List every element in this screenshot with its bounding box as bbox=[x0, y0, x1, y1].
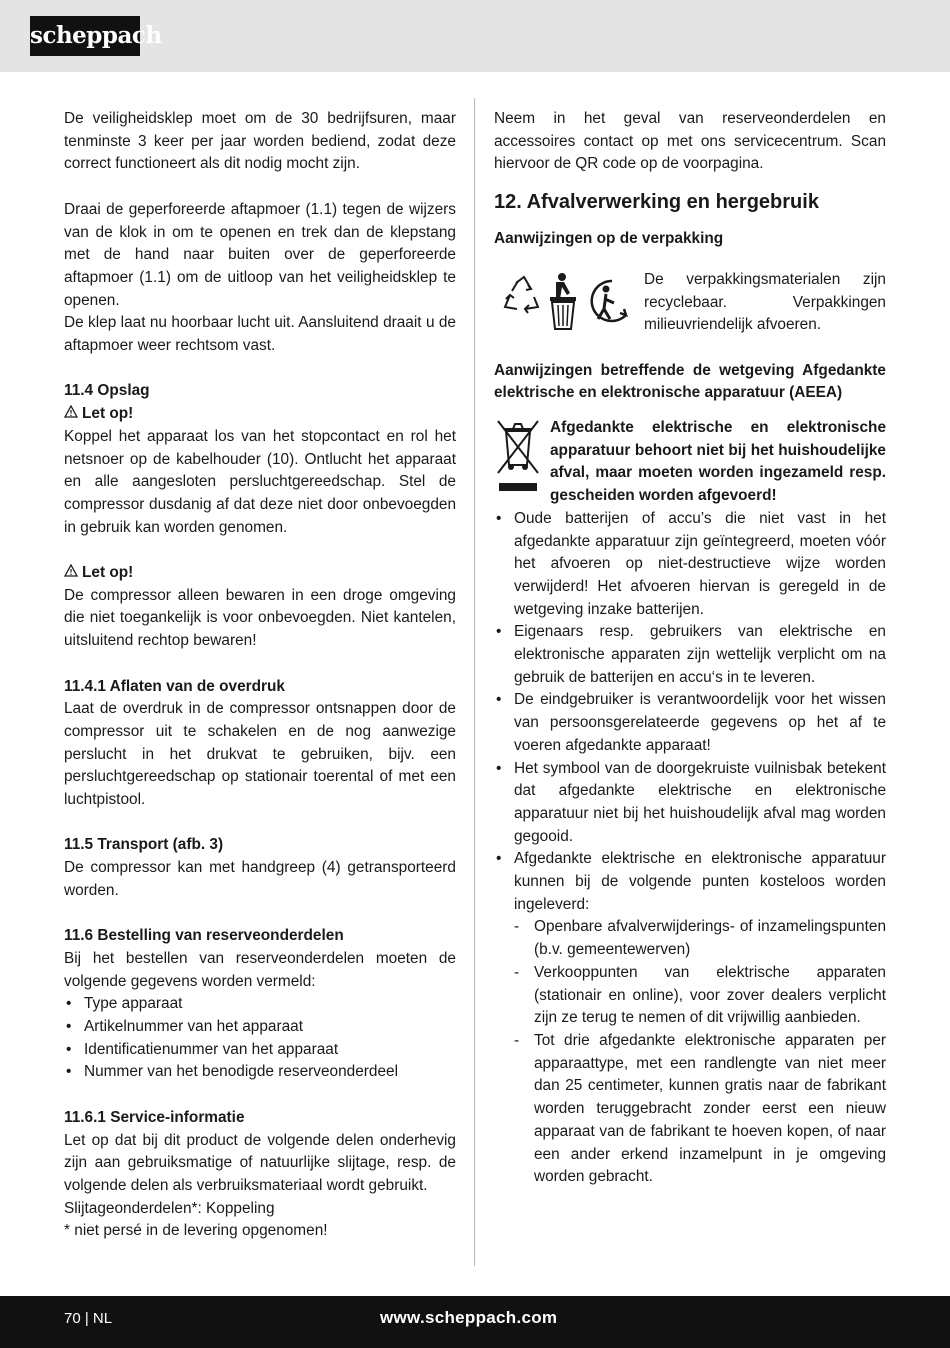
column-divider bbox=[474, 98, 475, 1266]
section-heading: Aanwijzingen op de verpakking bbox=[494, 230, 724, 248]
section-heading: 11.4.1 Aflaten van de overdruk bbox=[64, 677, 285, 695]
list-item: - Tot drie afgedankte elektronische apparaten per apparaattype, met een randlengte van niet meer dan 25 centimeter, kunnen gratis naar de fabrikant worden teruggebracht zonder eerst een nieuw apparaat van de fabrikant te hoeven kopen, of naar een ander erkend inzamelpunt in je omgeving worden gebracht. bbox=[514, 1030, 886, 1189]
list-item: • Identificatienummer van het apparaat bbox=[64, 1039, 456, 1062]
website-link[interactable]: www.scheppach.com bbox=[380, 1308, 558, 1327]
crossed-out-bin-icon bbox=[494, 417, 550, 507]
paragraph: De verpakkingsmaterialen zijn recyclebaar. Verpakkingen milieuvriendelijk afvoeren. bbox=[644, 270, 886, 334]
paragraph: De veiligheidsklep moet om de 30 bedrijfsuren, maar tenminste 3 keer per jaar worden bediend, zodat deze correct functioneert als dit nodig mocht zijn. bbox=[64, 110, 456, 173]
list-item: • Oude batterijen of accu’s die niet vast in het afgedankte apparatuur zijn geïntegreerd, moeten vóór het afvoeren op niet-destructieve wijze worden verwijderd! Het afvoeren hiervan is geregeld in de wetgeving inzake batterijen. bbox=[494, 508, 886, 622]
bullet-list bbox=[494, 508, 886, 1189]
paragraph: De compressor kan met handgreep (4) getransporteerd worden. bbox=[64, 859, 456, 899]
section-heading: 11.4 Opslag bbox=[64, 382, 150, 400]
bullet-list bbox=[64, 993, 456, 1084]
brand-logo: scheppach bbox=[30, 16, 140, 56]
packaging-notice bbox=[494, 269, 886, 337]
list-item: - Verkooppunten van elektrische apparaten (stationair en online), voor zover dealers verplicht zijn ze terug te nemen of dit vrijwillig aanbieden. bbox=[514, 962, 886, 1030]
paragraph: Slijtageonderdelen*: Koppeling bbox=[64, 1199, 275, 1217]
section-heading: 11.6 Bestelling van reserveonderdelen bbox=[64, 927, 344, 945]
page-footer bbox=[0, 1296, 950, 1348]
page-header bbox=[0, 0, 950, 72]
footnote: * niet persé in de levering opgenomen! bbox=[64, 1222, 328, 1240]
packaging-icons bbox=[494, 269, 644, 337]
paragraph: Let op dat bij dit product de volgende delen onderhevig zijn aan gebruiksmatige of natuurlijke slijtage, resp. de volgende delen als verbruiksmateriaal wordt gebruikt. bbox=[64, 1131, 456, 1194]
paragraph: De compressor alleen bewaren in een droge omgeving die niet toegankelijk is voor onbevoegden. Niet kantelen, uitsluitend rechtop bewaren! bbox=[64, 586, 456, 650]
litter-bin-icon bbox=[550, 273, 576, 329]
paragraph: De klep laat nu hoorbaar lucht uit. Aansluitend draait u de aftapmoer weer rechtsom vast. bbox=[64, 314, 456, 355]
paragraph: Laat de overdruk in de compressor ontsnappen door de compressor uit te schakelen en de nog aanwezige perslucht in het drukvat te gebruiken, bijv. een persluchtgereedschap op stationair toerental of met een luchtpistool. bbox=[64, 700, 456, 809]
list-item: • De eindgebruiker is verantwoordelijk voor het wissen van persoonsgerelateerde gegevens op het af te voeren afgedankte apparaat! bbox=[494, 689, 886, 757]
recycle-icon bbox=[505, 277, 538, 313]
paragraph: Bij het bestellen van reserveonderdelen moeten de volgende gegevens worden vermeld: bbox=[64, 949, 456, 990]
warning-label: Let op! bbox=[64, 562, 456, 585]
page-number: 70 | NL bbox=[64, 1310, 113, 1327]
list-item: • Artikelnummer van het apparaat bbox=[64, 1016, 456, 1039]
warning-triangle-icon bbox=[64, 562, 82, 585]
section-heading: 11.5 Transport (afb. 3) bbox=[64, 836, 224, 854]
warning-triangle-icon bbox=[64, 403, 82, 426]
list-item: • Het symbool van de doorgekruiste vuilnisbak betekent dat afgedankte elektrische en elektronische apparatuur niet bij het huishoudelijk afval mag worden gegooid. bbox=[494, 758, 886, 849]
left-column bbox=[64, 108, 456, 1243]
list-item: • Eigenaars resp. gebruikers van elektrische en elektronische apparaten zijn wettelijk verplicht om na gebruik de batterijen en accu‘s in te leveren. bbox=[494, 621, 886, 689]
section-heading: Aanwijzingen betreffende de wetgeving Afgedankte elektrische en elektronische apparatuur (AEEA) bbox=[494, 361, 886, 402]
paragraph: Koppel het apparaat los van het stopcontact en rol het netsnoer op de kabelhouder (10). Ontlucht het apparaat en alle aangesloten persluchtgereedschap. Stel de compressor dusdanig af dat deze niet door onbevoegden in gebruik kan worden genomen. bbox=[64, 427, 456, 536]
list-item: • Afgedankte elektrische en elektronische apparatuur kunnen bij de volgende punten kosteloos worden ingeleverd: - Openbare afvalverwijderings- of inzamelingspunten (b.v. gemeentewerven) - Verkooppunten van elektrische apparaten (stationair en online), voor zover dealers verplicht zijn ze terug te nemen of dit vrijwillig aanbieden. - Tot drie afgedankte elektronische apparaten per apparaattype, met een randlengte van niet meer dan 25 centimeter, kunnen gratis naar de fabrikant worden teruggebracht zonder eerst een nieuw apparaat van de fabrikant te hoeven kopen, of naar een ander erkend inzamelpunt in je omgeving worden gebracht. bbox=[494, 848, 886, 1189]
dash-list bbox=[514, 916, 886, 1188]
weee-warning: Afgedankte elektrische en elektronische apparatuur behoort niet bij het huishoudelijke afval, maar moeten worden ingezameld resp. gescheiden worden afgevoerd! bbox=[550, 419, 886, 505]
paragraph: Neem in het geval van reserveonderdelen en accessoires contact op met ons servicecentrum. Scan hiervoor de QR code op de voorpagina. bbox=[494, 110, 886, 173]
section-heading: 11.6.1 Service-informatie bbox=[64, 1108, 245, 1126]
weee-notice bbox=[494, 417, 886, 508]
paragraph: Draai de geperforeerde aftapmoer (1.1) tegen de wijzers van de klok in om te openen en trek dan de klepstang met de hand naar buiten over de geperforeerde aftapmoer (1.1) om de uitloop van het veiligheidsklep te openen. bbox=[64, 200, 456, 309]
list-item: - Openbare afvalverwijderings- of inzamelingspunten (b.v. gemeentewerven) bbox=[514, 916, 886, 961]
right-column bbox=[494, 108, 886, 1189]
list-item: • Nummer van het benodigde reserveonderdeel bbox=[64, 1061, 456, 1084]
recycle-person-icon bbox=[592, 281, 626, 321]
chapter-heading: 12. Afvalverwerking en hergebruik bbox=[494, 191, 819, 214]
warning-label: Let op! bbox=[64, 403, 456, 426]
list-item: • Type apparaat bbox=[64, 993, 456, 1016]
